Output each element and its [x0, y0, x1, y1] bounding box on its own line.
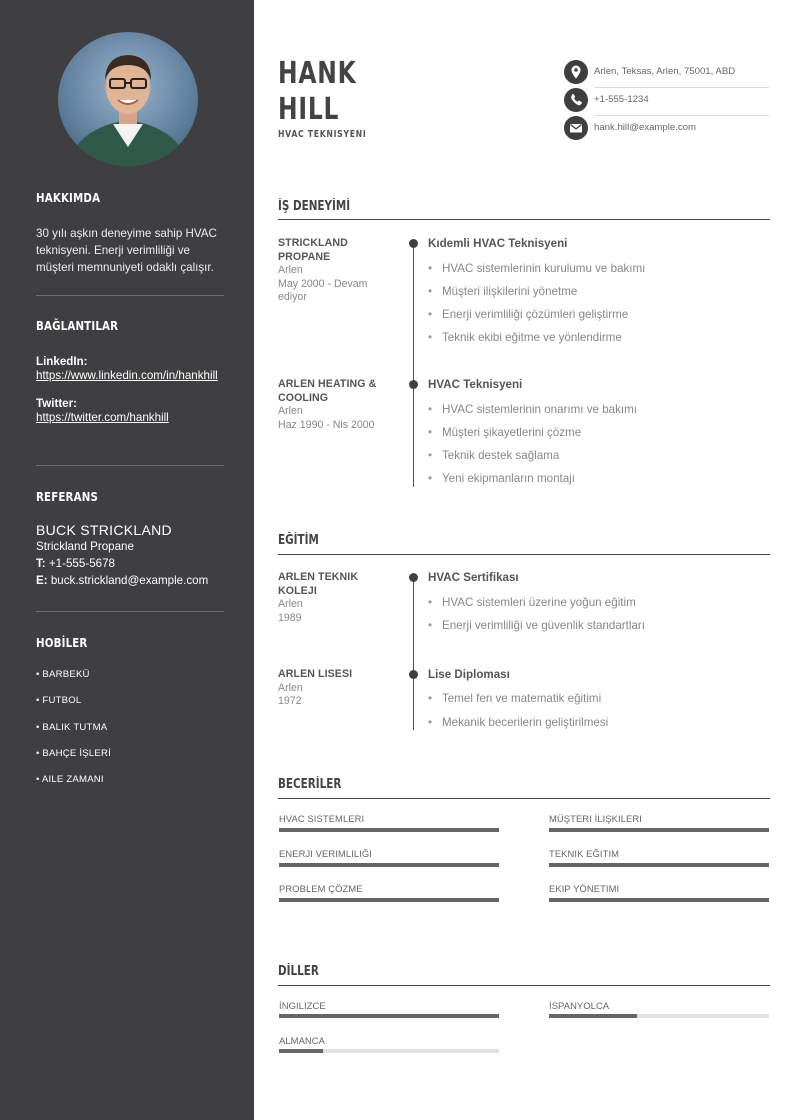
linkedin-link[interactable]: https://www.linkedin.com/in/hankhill [36, 369, 218, 382]
experience-bullet: • Müşteri şikayetlerini çözme [428, 426, 581, 439]
twitter-label: Twitter: [36, 397, 78, 410]
sidebar [0, 0, 254, 1120]
location-pin-icon [564, 60, 588, 84]
skill-label: HVAC SISTEMLERI [279, 813, 365, 824]
email-text: hank.hill@example.com [594, 122, 696, 133]
skill-label: MÜŞTERI İLIŞKILERI [549, 813, 642, 824]
contact-address [564, 60, 769, 88]
skill-bar [279, 828, 499, 832]
education-location: Arlen [278, 681, 303, 694]
language-bar-fill [279, 1014, 499, 1018]
experience-role: HVAC Teknisyeni [428, 378, 523, 391]
phone-text: +1-555-1234 [594, 94, 649, 105]
education-bullet: • Enerji verimliliği ve güvenlik standartları [428, 619, 645, 632]
reference-email: buck.strickland@example.com [50, 574, 209, 587]
reference-phone: +1-555-5678 [48, 557, 115, 570]
skill-bar-fill [549, 828, 769, 832]
skill-bar [279, 898, 499, 902]
section-rule [278, 985, 770, 986]
education-location: Arlen [278, 598, 303, 610]
skill-bar-fill [279, 828, 499, 832]
skills-heading: BECERİLER [278, 777, 342, 792]
experience-location: Arlen [278, 264, 303, 276]
education-degree: HVAC Sertifikası [428, 571, 519, 584]
education-org: ARLEN TEKNIK KOLEJI [278, 571, 359, 597]
first-name: HANK [278, 56, 357, 91]
skill-bar-fill [279, 863, 499, 867]
education-degree: Lise Diploması [428, 668, 510, 681]
reference-phone-line [36, 555, 224, 572]
education-dates: 1972 [278, 695, 302, 707]
skill-bar [549, 828, 769, 832]
experience-bullet: • Teknik ekibi eğitme ve yönlendirme [428, 331, 622, 344]
reference-section [36, 489, 224, 589]
reference-company: Strickland Propane [36, 540, 134, 553]
experience-location: Arlen [278, 405, 303, 417]
timeline-line [413, 576, 414, 730]
experience-bullet: • Enerji verimliliği çözümleri geliştirme [428, 308, 628, 321]
reference-name: BUCK STRICKLAND [36, 522, 172, 538]
links-heading: BAĞLANTILAR [36, 318, 119, 333]
timeline-line [413, 242, 414, 487]
links-section [36, 318, 224, 425]
language-bar [549, 1014, 769, 1018]
hobbies-section [36, 635, 224, 795]
languages-heading: DİLLER [278, 964, 319, 979]
last-name: HILL [278, 92, 340, 127]
hobby-item: • AILE ZAMANI [36, 774, 104, 785]
person-name [278, 56, 357, 128]
address-text: Arlen, Teksas, Arlen, 75001, ABD [594, 66, 736, 77]
hobby-item: • BAHÇE İŞLERİ [36, 748, 111, 759]
experience-bullet: • HVAC sistemlerinin kurulumu ve bakımı [428, 262, 645, 275]
education-org: ARLEN LISESI [278, 668, 353, 680]
twitter-link[interactable]: https://twitter.com/hankhill [36, 411, 169, 424]
twitter-link-group [36, 397, 224, 425]
experience-role: Kıdemli HVAC Teknisyeni [428, 237, 568, 250]
reference-phone-label: T: [36, 557, 46, 570]
experience-bullet: • HVAC sistemlerinin onarımı ve bakımı [428, 403, 637, 416]
experience-dates: Haz 1990 - Nis 2000 [278, 418, 375, 431]
language-bar-fill [279, 1049, 323, 1053]
experience-org: STRICKLAND PROPANE [278, 237, 348, 263]
language-bar [279, 1049, 499, 1053]
linkedin-link-group [36, 355, 224, 383]
timeline-dot [409, 380, 418, 389]
language-label: ALMANCA [279, 1035, 326, 1046]
hobby-item: • BALIK TUTMA [36, 722, 108, 733]
skill-bar-fill [279, 898, 499, 902]
contact-phone [564, 88, 769, 116]
experience-dates: May 2000 - Devam ediyor [278, 277, 368, 303]
language-label: İNGILIZCE [279, 1000, 326, 1011]
job-title: HVAC TEKNISYENI [278, 129, 367, 140]
education-bullet: • Temel fen ve matematik eğitimi [428, 692, 601, 705]
skill-bar-fill [549, 898, 769, 902]
section-rule [278, 798, 770, 799]
about-text: 30 yılı aşkın deneyime sahip HVAC teknisyeni. Enerji verimliliği ve müşteri memnuniyeti odaklı çalışır. [36, 227, 217, 274]
language-bar-fill [549, 1014, 637, 1018]
education-heading: EĞİTİM [278, 533, 319, 548]
experience-heading: İŞ DENEYİMİ [278, 199, 351, 214]
language-bar [279, 1014, 499, 1018]
section-rule [278, 554, 770, 555]
reference-heading: REFERANS [36, 489, 98, 504]
skill-label: TEKNIK EĞITIM [549, 848, 620, 859]
experience-bullet: • Müşteri ilişkilerini yönetme [428, 285, 577, 298]
education-dates: 1989 [278, 611, 302, 624]
sidebar-divider [36, 295, 224, 296]
timeline-dot [409, 670, 418, 679]
language-label: İSPANYOLCA [549, 1000, 610, 1011]
linkedin-label: LinkedIn: [36, 355, 88, 368]
skill-label: ENERJI VERIMLILIĞI [279, 848, 372, 859]
experience-org: ARLEN HEATING & COOLING [278, 378, 377, 404]
avatar [58, 32, 198, 166]
skill-bar [549, 898, 769, 902]
education-entry-2-meta [278, 668, 394, 709]
experience-entry-2-meta [278, 378, 394, 432]
education-bullet: • Mekanik becerilerin geliştirilmesi [428, 716, 608, 729]
reference-email-line [36, 572, 224, 589]
timeline-dot [409, 239, 418, 248]
skill-label: EKIP YÖNETIMI [549, 883, 620, 894]
skill-bar-fill [549, 863, 769, 867]
hobby-item: • BARBEKÜ [36, 669, 90, 680]
sidebar-divider [36, 465, 224, 466]
education-entry-1-meta [278, 571, 394, 625]
reference-email-label: E: [36, 574, 48, 587]
skill-bar [549, 863, 769, 867]
profile-photo [58, 32, 198, 166]
email-icon [564, 116, 588, 140]
hobby-item: • FUTBOL [36, 695, 82, 706]
skill-bar [279, 863, 499, 867]
sidebar-divider [36, 611, 224, 612]
experience-entry-1-meta [278, 237, 394, 305]
phone-icon [564, 88, 588, 112]
about-heading: HAKKIMDA [36, 190, 101, 205]
education-bullet: • HVAC sistemleri üzerine yoğun eğitim [428, 596, 636, 609]
contact-email [564, 116, 769, 144]
skill-label: PROBLEM ÇÖZME [279, 883, 363, 894]
about-section [36, 190, 224, 276]
experience-bullet: • Yeni ekipmanların montajı [428, 472, 575, 485]
hobbies-heading: HOBİLER [36, 635, 88, 650]
experience-bullet: • Teknik destek sağlama [428, 449, 559, 462]
section-rule [278, 219, 770, 220]
timeline-dot [409, 573, 418, 582]
